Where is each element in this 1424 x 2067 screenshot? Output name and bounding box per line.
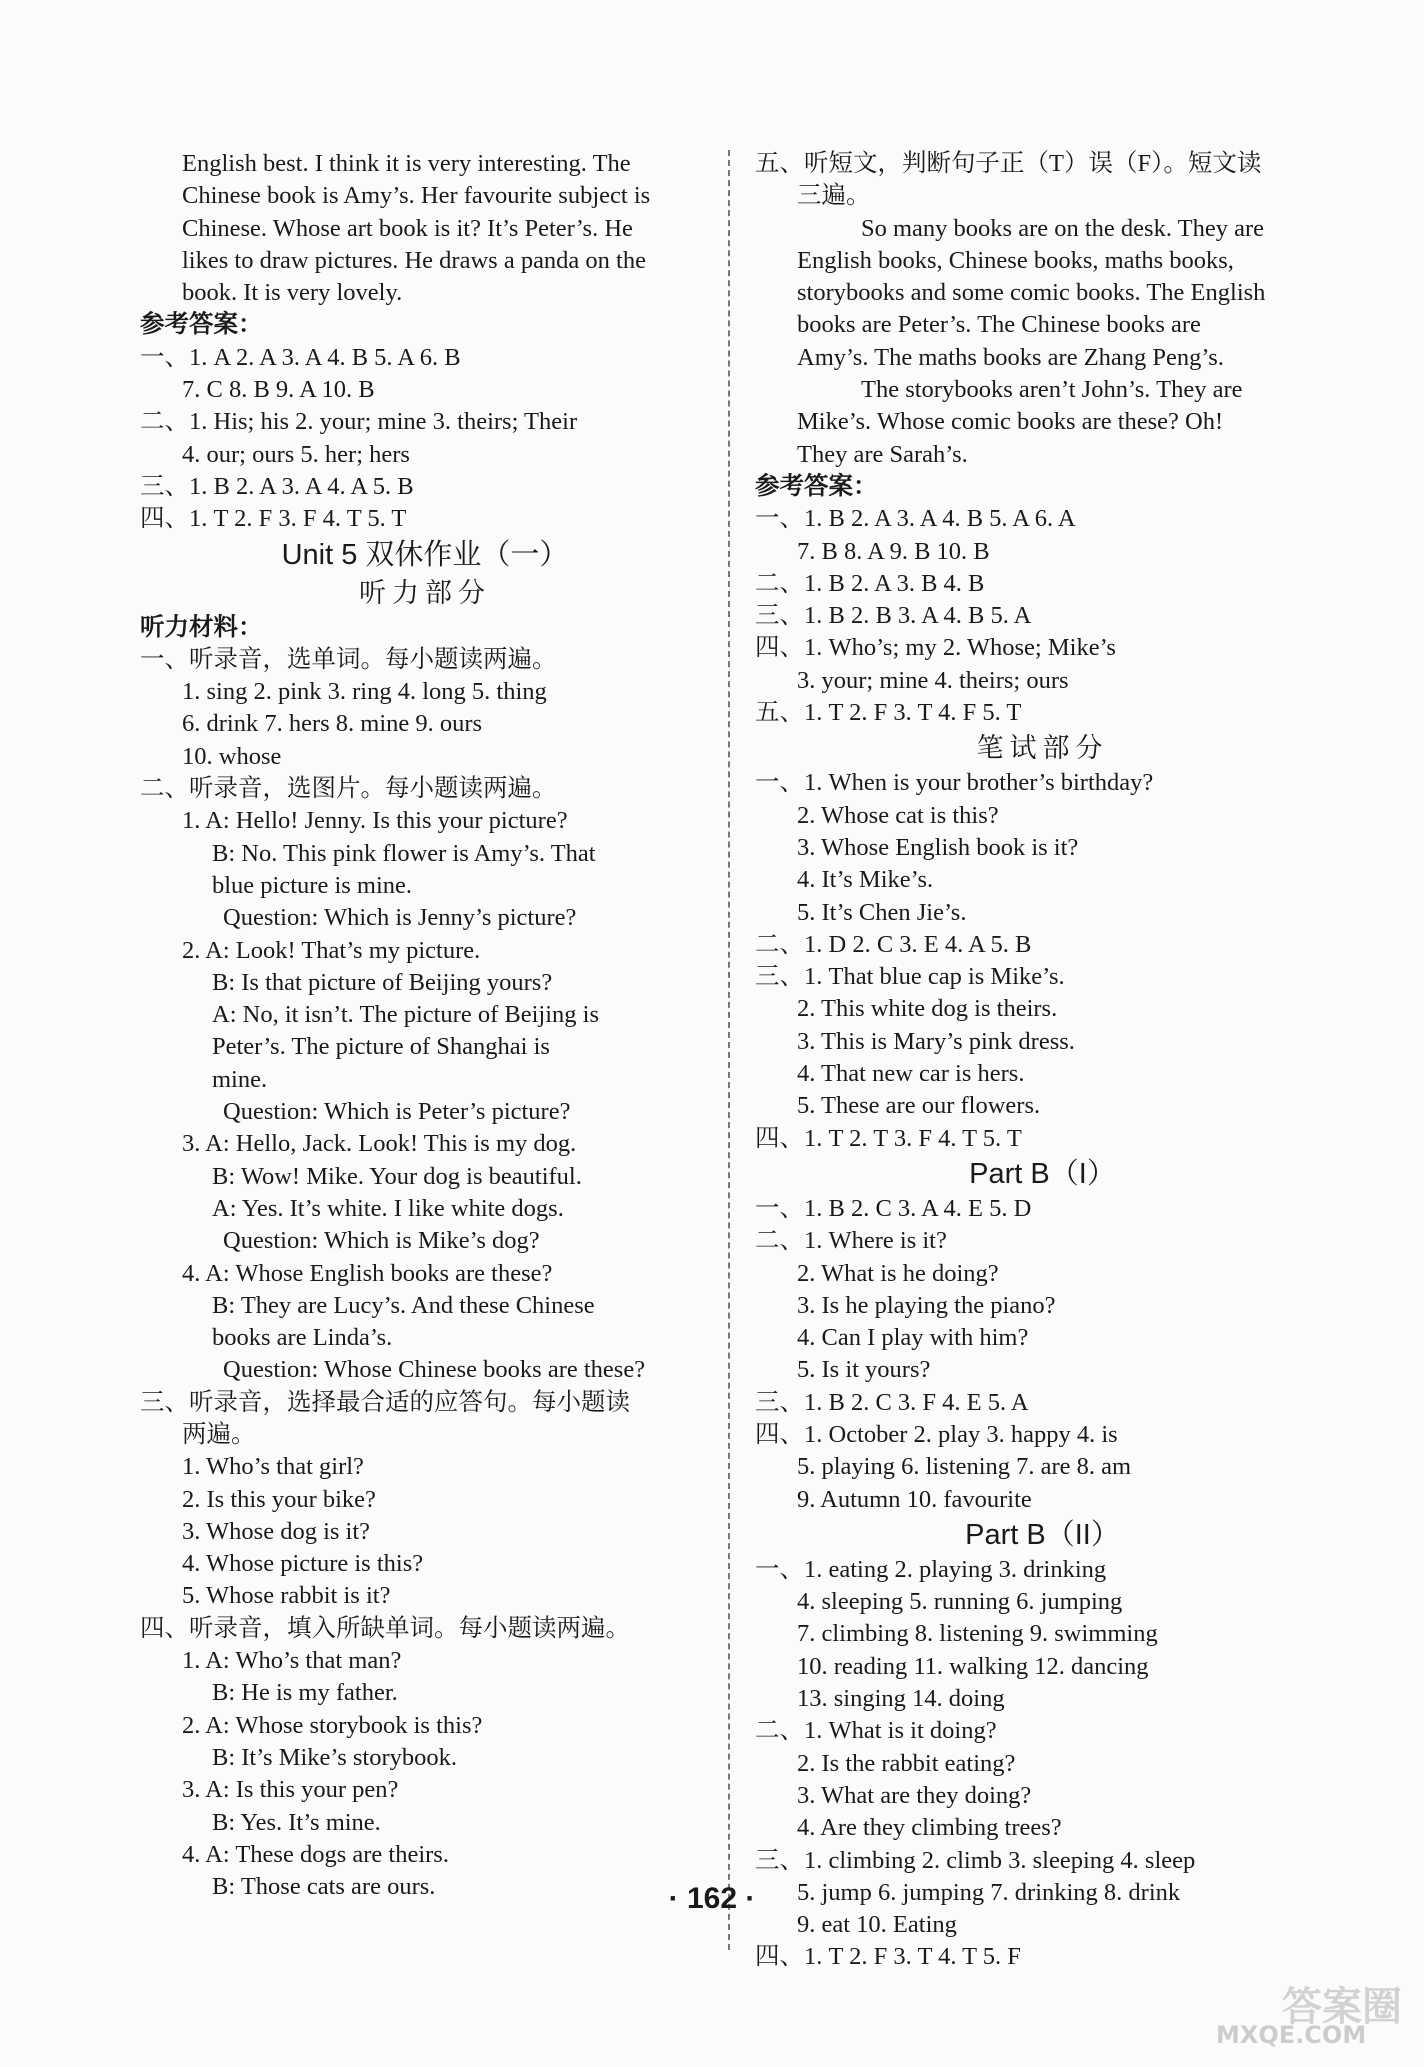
right-text-line: 3. This is Mary’s pink dress. bbox=[797, 1027, 1075, 1055]
left-text-line: Question: Which is Mike’s dog? bbox=[223, 1227, 540, 1255]
right-text-line: 3. Whose English book is it? bbox=[797, 833, 1079, 861]
left-text-line: 5. Whose rabbit is it? bbox=[182, 1582, 391, 1610]
left-column bbox=[140, 148, 710, 1903]
left-text-line: 2. Is this your bike? bbox=[182, 1485, 376, 1513]
right-text-line: 4. Can I play with him? bbox=[797, 1324, 1029, 1352]
right-text-line: 7. climbing 8. listening 9. swimming bbox=[797, 1620, 1158, 1648]
right-text-line: So many books are on the desk. They are bbox=[861, 214, 1265, 242]
right-text-line: The storybooks aren’t John’s. They are bbox=[861, 376, 1243, 404]
right-text-line: 一、1. eating 2. playing 3. drinking bbox=[755, 1555, 1107, 1583]
left-text-line: 1. sing 2. pink 3. ring 4. long 5. thing bbox=[182, 678, 547, 706]
left-text-line: Unit 5 双休作业（一） bbox=[281, 538, 569, 571]
right-text-line: 四、1. Who’s; my 2. Whose; Mike’s bbox=[755, 634, 1116, 662]
left-text-line: 4. A: These dogs are theirs. bbox=[182, 1840, 449, 1868]
right-text-line: 三、1. B 2. C 3. F 4. E 5. A bbox=[755, 1388, 1029, 1416]
left-text-line: 听力材料： bbox=[140, 613, 263, 641]
left-text-line: 听力部分 bbox=[359, 577, 491, 608]
right-text-line: 二、1. What is it doing? bbox=[755, 1717, 997, 1745]
right-text-line: 三遍。 bbox=[797, 182, 871, 210]
right-text-line: 一、1. B 2. C 3. A 4. E 5. D bbox=[755, 1194, 1032, 1222]
right-text-line: 13. singing 14. doing bbox=[797, 1685, 1005, 1713]
left-text-line: 4. A: Whose English books are these? bbox=[182, 1259, 553, 1287]
right-text-line: 5. jump 6. jumping 7. drinking 8. drink bbox=[797, 1878, 1181, 1906]
right-text-line: 5. These are our flowers. bbox=[797, 1092, 1041, 1120]
right-text-line: 四、1. T 2. F 3. T 4. T 5. F bbox=[755, 1943, 1021, 1971]
left-text-line: Question: Which is Jenny’s picture? bbox=[223, 904, 577, 932]
left-text-line: B: Wow! Mike. Your dog is beautiful. bbox=[212, 1162, 582, 1190]
right-text-line: 9. eat 10. Eating bbox=[797, 1911, 957, 1939]
right-text-line: 2. What is he doing? bbox=[797, 1259, 999, 1287]
left-text-line: 3. A: Hello, Jack. Look! This is my dog. bbox=[182, 1130, 577, 1158]
right-text-line: Amy’s. The maths books are Zhang Peng’s. bbox=[797, 343, 1224, 371]
left-text-line: 三、听录音，选择最合适的应答句。每小题读 bbox=[140, 1388, 630, 1416]
left-text-line: 7. C 8. B 9. A 10. B bbox=[182, 376, 375, 404]
left-text-line: 10. whose bbox=[182, 742, 282, 770]
left-text-line: B: Those cats are ours. bbox=[212, 1873, 436, 1901]
left-text-line: 3. Whose dog is it? bbox=[182, 1517, 371, 1545]
left-text-line: blue picture is mine. bbox=[212, 871, 413, 899]
left-text-line: mine. bbox=[212, 1065, 268, 1093]
left-text-line: B: No. This pink flower is Amy’s. That bbox=[212, 839, 596, 867]
left-text-line: 二、听录音，选图片。每小题读两遍。 bbox=[140, 775, 557, 803]
right-text-line: 2. Whose cat is this? bbox=[797, 801, 999, 829]
left-text-line: 两遍。 bbox=[182, 1420, 256, 1448]
right-text-line: 10. reading 11. walking 12. dancing bbox=[797, 1652, 1149, 1680]
left-text-line: Chinese book is Amy’s. Her favourite subject is bbox=[182, 182, 651, 210]
right-text-line: 笔试部分 bbox=[976, 733, 1109, 764]
left-text-line: Question: Whose Chinese books are these? bbox=[223, 1356, 646, 1384]
right-text-line: 三、1. B 2. B 3. A 4. B 5. A bbox=[755, 602, 1032, 630]
column-divider bbox=[728, 150, 730, 1950]
page-number: · 162 · bbox=[668, 1882, 756, 1915]
right-text-line: 4. It’s Mike’s. bbox=[797, 866, 934, 894]
left-text-line: 4. Whose picture is this? bbox=[182, 1550, 424, 1578]
right-text-line: 4. sleeping 5. running 6. jumping bbox=[797, 1588, 1123, 1616]
right-text-line: They are Sarah’s. bbox=[797, 440, 968, 468]
right-text-line: 二、1. D 2. C 3. E 4. A 5. B bbox=[755, 930, 1032, 958]
left-text-line: B: Yes. It’s mine. bbox=[212, 1808, 381, 1836]
right-text-line: English books, Chinese books, maths books, bbox=[797, 246, 1234, 274]
right-text-line: 一、1. When is your brother’s birthday? bbox=[755, 769, 1154, 797]
right-text-line: Part B（I） bbox=[969, 1157, 1116, 1190]
right-text-line: 9. Autumn 10. favourite bbox=[797, 1485, 1032, 1513]
right-text-line: 3. Is he playing the piano? bbox=[797, 1291, 1056, 1319]
left-text-line: B: Is that picture of Beijing yours? bbox=[212, 968, 553, 996]
right-text-line: 5. It’s Chen Jie’s. bbox=[797, 898, 967, 926]
left-text-line: 参考答案： bbox=[140, 311, 263, 339]
left-text-line: B: They are Lucy’s. And these Chinese bbox=[212, 1291, 595, 1319]
left-text-line: 4. our; ours 5. her; hers bbox=[182, 440, 410, 468]
watermark-logo-text: 答案圈 bbox=[1282, 1984, 1402, 2030]
right-text-line: 3. What are they doing? bbox=[797, 1781, 1032, 1809]
right-text-line: 7. B 8. A 9. B 10. B bbox=[797, 537, 990, 565]
right-text-line: 2. Is the rabbit eating? bbox=[797, 1749, 1016, 1777]
left-text-line: Question: Which is Peter’s picture? bbox=[223, 1098, 571, 1126]
left-text-line: 四、1. T 2. F 3. F 4. T 5. T bbox=[140, 505, 407, 533]
left-text-line: 1. Who’s that girl? bbox=[182, 1453, 364, 1481]
left-text-line: book. It is very lovely. bbox=[182, 279, 403, 307]
right-text-line: 三、1. That blue cap is Mike’s. bbox=[755, 963, 1065, 991]
left-text-line: A: No, it isn’t. The picture of Beijing is bbox=[212, 1001, 599, 1029]
left-text-line: 一、听录音，选单词。每小题读两遍。 bbox=[140, 645, 557, 673]
right-text-line: 二、1. B 2. A 3. B 4. B bbox=[755, 569, 985, 597]
right-text-line: Part B（II） bbox=[965, 1518, 1120, 1551]
right-text-line: 4. Are they climbing trees? bbox=[797, 1814, 1062, 1842]
right-text-line: Mike’s. Whose comic books are these? Oh! bbox=[797, 408, 1224, 436]
left-text-line: A: Yes. It’s white. I like white dogs. bbox=[212, 1194, 564, 1222]
right-text-line: 三、1. climbing 2. climb 3. sleeping 4. sleep bbox=[755, 1846, 1196, 1874]
right-text-line: 五、听短文，判断句子正（T）误（F）。短文读 bbox=[755, 150, 1262, 177]
right-text-line: 参考答案： bbox=[755, 472, 878, 500]
right-text-line: storybooks and some comic books. The English bbox=[797, 279, 1266, 307]
right-text-line: 一、1. B 2. A 3. A 4. B 5. A 6. A bbox=[755, 505, 1076, 533]
left-text-line: 四、听录音，填入所缺单词。每小题读两遍。 bbox=[140, 1614, 630, 1642]
left-text-line: books are Linda’s. bbox=[212, 1324, 393, 1352]
left-text-line: Peter’s. The picture of Shanghai is bbox=[212, 1033, 550, 1061]
left-text-line: 3. A: Is this your pen? bbox=[182, 1776, 399, 1804]
left-text-line: 一、1. A 2. A 3. A 4. B 5. A 6. B bbox=[140, 343, 461, 371]
left-text-line: B: He is my father. bbox=[212, 1679, 398, 1707]
right-text-line: 4. That new car is hers. bbox=[797, 1060, 1025, 1088]
right-text-line: 四、1. October 2. play 3. happy 4. is bbox=[755, 1420, 1118, 1448]
watermark-logo bbox=[1216, 1975, 1402, 2049]
left-text-line: 三、1. B 2. A 3. A 4. A 5. B bbox=[140, 472, 414, 500]
left-text-line: B: It’s Mike’s storybook. bbox=[212, 1743, 458, 1771]
right-text-line: 五、1. T 2. F 3. T 4. F 5. T bbox=[755, 699, 1022, 727]
right-text-line: 3. your; mine 4. theirs; ours bbox=[797, 666, 1069, 694]
right-text-line: 5. playing 6. listening 7. are 8. am bbox=[797, 1453, 1132, 1481]
right-text-line: 5. Is it yours? bbox=[797, 1356, 931, 1384]
left-text-line: Chinese. Whose art book is it? It’s Peter’s. He bbox=[182, 214, 633, 242]
right-text-line: 二、1. Where is it? bbox=[755, 1227, 947, 1255]
left-text-line: 1. A: Hello! Jenny. Is this your picture? bbox=[182, 807, 568, 835]
right-column bbox=[755, 148, 1330, 1974]
left-text-line: likes to draw pictures. He draws a panda on the bbox=[182, 246, 646, 274]
left-text-line: 1. A: Who’s that man? bbox=[182, 1647, 402, 1675]
right-text-line: 四、1. T 2. T 3. F 4. T 5. T bbox=[755, 1124, 1022, 1152]
right-text-line: books are Peter’s. The Chinese books are bbox=[797, 311, 1201, 339]
right-text-line: 2. This white dog is theirs. bbox=[797, 995, 1058, 1023]
left-text-line: 2. A: Look! That’s my picture. bbox=[182, 936, 481, 964]
left-text-line: English best. I think it is very interesting. The bbox=[182, 150, 631, 177]
left-text-line: 6. drink 7. hers 8. mine 9. ours bbox=[182, 710, 483, 738]
left-text-line: 2. A: Whose storybook is this? bbox=[182, 1711, 483, 1739]
left-text-line: 二、1. His; his 2. your; mine 3. theirs; Their bbox=[140, 408, 578, 436]
watermark-domain: MXQE.COM bbox=[1216, 2021, 1367, 2049]
